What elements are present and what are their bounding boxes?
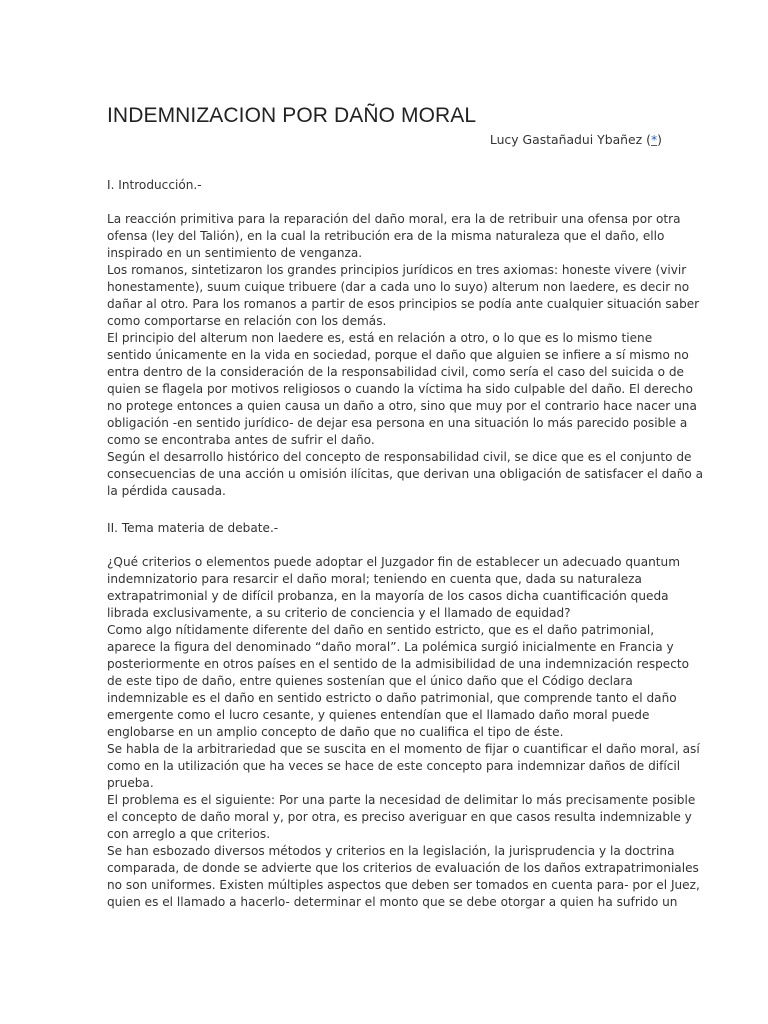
- paragraph-line: no protege entonces a quien causa un daño a otro, sino que muy por el contrario hace nacer una: [107, 399, 697, 413]
- paragraph-line: ¿Qué criterios o elementos puede adoptar el Juzgador fin de establecer un adecuado quantum: [107, 555, 680, 569]
- author-close-paren: ): [657, 132, 662, 147]
- paragraph-line: de este tipo de daño, entre quienes sostenían que el único daño que el Código declara: [107, 674, 633, 688]
- section-body-tema-materia: [107, 554, 700, 911]
- paragraph-line: englobarse en un amplio concepto de daño que no cualifica el tipo de éste.: [107, 725, 564, 739]
- paragraph-line: inspirado en un sentimiento de venganza.: [107, 246, 363, 260]
- paragraph-line: honestamente), suum cuique tribuere (dar a cada uno lo suyo) alterum non laedere, es decir no: [107, 280, 690, 294]
- paragraph-line: posteriormente en otros países en el sentido de la admisibilidad de una indemnización respecto: [107, 657, 690, 671]
- paragraph-line: ofensa (ley del Talión), en la cual la retribución era de la misma naturaleza que el daño, ello: [107, 229, 665, 243]
- paragraph-line: La reacción primitiva para la reparación del daño moral, era la de retribuir una ofensa por otra: [107, 212, 681, 226]
- paragraph-line: Como algo nítidamente diferente del daño en sentido estricto, que es el daño patrimonial,: [107, 623, 655, 637]
- paragraph-line: obligación -en sentido jurídico- de dejar esa persona en una situación lo más parecido posible a: [107, 416, 688, 430]
- paragraph-line: emergente como el lucro cesante, y quienes entendían que el llamado daño moral puede: [107, 708, 650, 722]
- paragraph-line: sentido únicamente en la vida en sociedad, porque el daño que alguien se infiere a sí mismo no: [107, 348, 689, 362]
- paragraph-line: con arreglo a que criterios.: [107, 827, 271, 841]
- paragraph-line: extrapatrimonial y de difícil probanza, en la mayoría de los casos dicha cuantificación queda: [107, 589, 669, 603]
- paragraph-line: El principio del alterum non laedere es, está en relación a otro, o lo que es lo mismo tiene: [107, 331, 653, 345]
- author-note-link[interactable]: *: [650, 132, 658, 147]
- paragraph-line: El problema es el siguiente: Por una parte la necesidad de delimitar lo más precisamente posible: [107, 793, 696, 807]
- paragraph-line: Los romanos, sintetizaron los grandes principios jurídicos en tres axiomas: honeste vivere (vivir: [107, 263, 687, 277]
- paragraph-line: Según el desarrollo histórico del concepto de responsabilidad civil, se dice que es el conjunto de: [107, 450, 692, 464]
- paragraph-line: consecuencias de una acción u omisión ilícitas, que derivan una obligación de satisfacer el daño a: [107, 467, 704, 481]
- paragraph-line: como en la utilización que ha veces se hace de este concepto para indemnizar daños de difícil: [107, 759, 681, 773]
- section-body-introduccion: [107, 211, 704, 500]
- paragraph-line: librada exclusivamente, a su criterio de conciencia y el llamado de equidad?: [107, 606, 571, 620]
- paragraph-line: indemnizatorio para resarcir el daño moral; teniendo en cuenta que, dada su naturaleza: [107, 572, 642, 586]
- section-heading-tema-materia: II. Tema materia de debate.-: [107, 521, 279, 535]
- author-open-paren: (: [642, 132, 651, 147]
- paragraph-line: Se habla de la arbitrariedad que se suscita en el momento de fijar o cuantificar el daño moral, así: [107, 742, 700, 756]
- document-title: INDEMNIZACION POR DAÑO MORAL: [107, 104, 477, 127]
- author-line: [490, 131, 662, 148]
- paragraph-line: como se encontraba antes de sufrir el daño.: [107, 433, 375, 447]
- paragraph-line: quien se flagela por motivos religiosos o cuando la víctima ha sido culpable del daño. El derecho: [107, 382, 693, 396]
- paragraph-line: como comportarse en relación con los demás.: [107, 314, 387, 328]
- paragraph-line: aparece la figura del denominado “daño moral”. La polémica surgió inicialmente en Francia y: [107, 640, 674, 654]
- paragraph-line: prueba.: [107, 776, 154, 790]
- paragraph-line: indemnizable es el daño en sentido estricto o daño patrimonial, que comprende tanto el daño: [107, 691, 677, 705]
- paragraph-line: Se han esbozado diversos métodos y criterios en la legislación, la jurisprudencia y la doctrina: [107, 844, 675, 858]
- paragraph-line: entra dentro de la consideración de la responsabilidad civil, como sería el caso del suicida o de: [107, 365, 684, 379]
- paragraph-line: dañar al otro. Para los romanos a partir de esos principios se podía ante cualquier situación saber: [107, 297, 700, 311]
- author-name: Lucy Gastañadui Ybañez: [489, 132, 643, 147]
- paragraph-line: comparada, de donde se advierte que los criterios de evaluación de los daños extrapatrimoniales: [107, 861, 699, 875]
- paragraph-line: quien es el llamado a hacerlo- determinar el monto que se debe otorgar a quien ha sufrido un: [107, 895, 678, 909]
- paragraph-line: no son uniformes. Existen múltiples aspectos que deben ser tomados en cuenta para- por el Juez,: [107, 878, 700, 892]
- section-heading-introduccion: I. Introducción.-: [107, 178, 202, 192]
- paragraph-line: la pérdida causada.: [107, 484, 226, 498]
- paragraph-line: el concepto de daño moral y, por otra, es preciso averiguar en que casos resulta indemnizable y: [107, 810, 692, 824]
